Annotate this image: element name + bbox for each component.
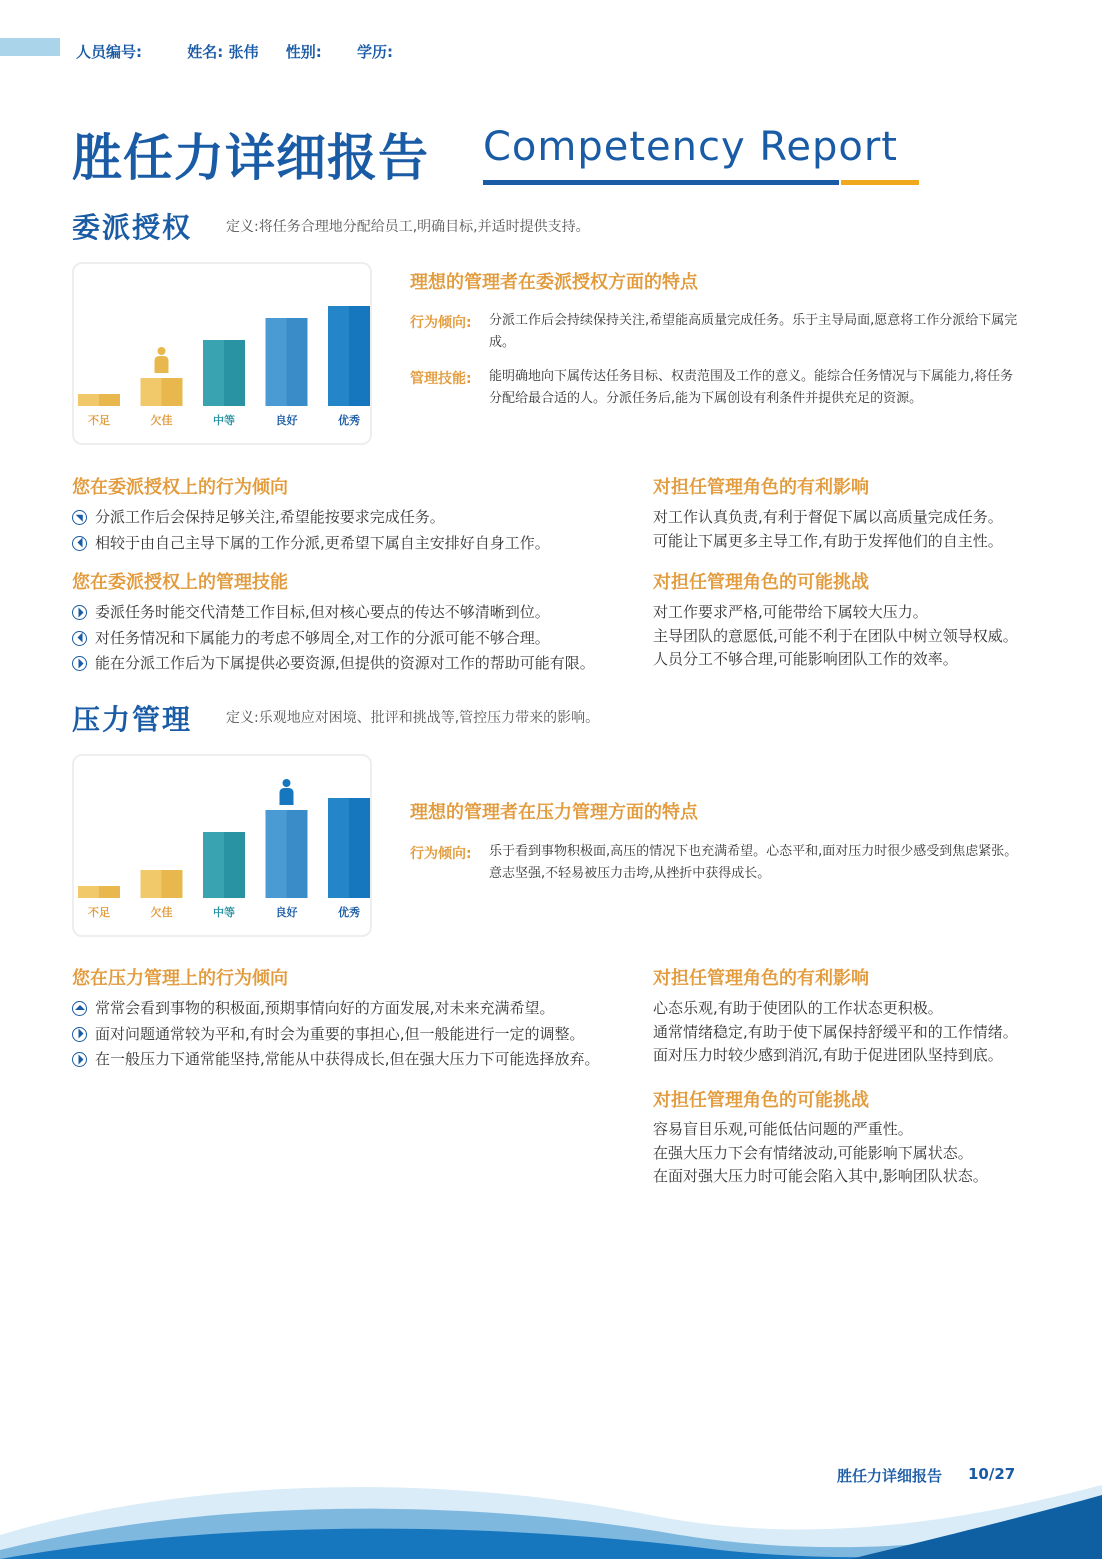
section-title-delegation: 委派授权 bbox=[72, 211, 193, 244]
section-definition-delegation: 定义:将任务合理地分配给员工,明确目标,并适时提供支持。 bbox=[226, 219, 590, 235]
left-arrow-icon bbox=[72, 536, 87, 551]
challenge-title: 对担任管理角色的可能挑战 bbox=[653, 1090, 869, 1111]
level-label: 不足 bbox=[88, 906, 110, 919]
chart-bar-4 bbox=[328, 798, 370, 898]
trait-behavior bbox=[410, 310, 1020, 354]
challenge-list bbox=[653, 1118, 1093, 1189]
level-label: 不足 bbox=[88, 414, 110, 427]
list-item: 在面对强大压力时可能会陷入其中,影响团队状态。 bbox=[653, 1167, 988, 1185]
chart-bar-3 bbox=[266, 318, 308, 406]
trait-label: 行为倾向: bbox=[410, 846, 472, 862]
list-item: 分派工作后会保持足够关注,希望能按要求完成任务。 bbox=[72, 505, 642, 531]
person-marker-icon bbox=[155, 347, 169, 373]
benefit-list bbox=[653, 997, 1093, 1068]
behavior-list bbox=[72, 505, 642, 556]
list-item: 对任务情况和下属能力的考虑不够周全,对工作的分派可能不够合理。 bbox=[72, 626, 642, 652]
list-item: 对工作认真负责,有利于督促下属以高质量完成任务。 bbox=[653, 508, 1003, 526]
level-label: 优秀 bbox=[338, 906, 360, 919]
level-label: 欠佳 bbox=[150, 906, 173, 919]
title-underline-blue bbox=[483, 180, 839, 185]
up-arrow-icon bbox=[72, 1001, 87, 1016]
chart-bar-1 bbox=[141, 378, 183, 406]
benefit-list bbox=[653, 506, 1093, 553]
section-title-stress: 压力管理 bbox=[72, 703, 193, 736]
right-arrow-icon bbox=[72, 1027, 87, 1042]
section-definition-stress: 定义:乐观地应对困境、批评和挑战等,管控压力带来的影响。 bbox=[226, 710, 600, 726]
level-label: 良好 bbox=[275, 906, 298, 919]
person-education-label: 学历: bbox=[356, 43, 393, 61]
ideal-traits-title: 理想的管理者在压力管理方面的特点 bbox=[410, 802, 698, 823]
trait-behavior bbox=[410, 841, 1020, 885]
level-label: 欠佳 bbox=[150, 414, 173, 427]
challenge-list bbox=[653, 601, 1093, 672]
list-item: 主导团队的意愿低,可能不利于在团队中树立领导权威。 bbox=[653, 626, 1018, 645]
page-number: 10/27 bbox=[968, 1465, 1016, 1483]
footer-wave-decoration bbox=[0, 1455, 1102, 1559]
list-item: 面对问题通常较为平和,有时会为重要的事担心,但一般能进行一定的调整。 bbox=[72, 1022, 642, 1048]
level-chart-stress bbox=[72, 754, 372, 937]
chart-bar-0 bbox=[78, 394, 120, 406]
up-right-arrow-icon bbox=[72, 510, 87, 525]
title-underline-yellow bbox=[841, 180, 919, 185]
right-arrow-icon bbox=[72, 656, 87, 671]
chart-bar-0 bbox=[78, 886, 120, 898]
header-accent-bar bbox=[0, 38, 60, 56]
list-item: 相较于由自己主导下属的工作分派,更希望下属自主安排好自身工作。 bbox=[72, 531, 642, 557]
page-title-english: Competency Report bbox=[483, 124, 898, 170]
left-arrow-icon bbox=[72, 631, 87, 646]
chart-bar-2 bbox=[203, 832, 245, 898]
trait-skill bbox=[410, 366, 1020, 410]
trait-label: 行为倾向: bbox=[410, 315, 472, 331]
list-item: 人员分工不够合理,可能影响团队工作的效率。 bbox=[653, 650, 958, 668]
right-arrow-icon bbox=[72, 1052, 87, 1067]
page-title: 胜任力详细报告 bbox=[72, 129, 429, 187]
list-item: 能在分派工作后为下属提供必要资源,但提供的资源对工作的帮助可能有限。 bbox=[72, 651, 642, 677]
level-label: 中等 bbox=[213, 906, 235, 919]
ideal-traits-title: 理想的管理者在委派授权方面的特点 bbox=[410, 272, 698, 293]
level-label: 中等 bbox=[213, 414, 235, 427]
skill-list bbox=[72, 600, 642, 677]
behavior-list bbox=[72, 996, 642, 1073]
list-item: 可能让下属更多主导工作,有助于发挥他们的自主性。 bbox=[653, 531, 1003, 550]
person-name-label: 姓名: 张伟 bbox=[187, 43, 259, 61]
behavior-title: 您在压力管理上的行为倾向 bbox=[72, 968, 288, 989]
trait-text: 分派工作后会持续保持关注,希望能高质量完成任务。乐于主导局面,愿意将工作分派给下属完成。 bbox=[489, 313, 1018, 350]
level-label: 良好 bbox=[275, 414, 298, 427]
level-chart-delegation bbox=[72, 262, 372, 445]
person-gender-label: 性别: bbox=[285, 43, 322, 61]
list-item: 面对压力时较少感到消沉,有助于促进团队坚持到底。 bbox=[653, 1046, 1003, 1064]
chart-bar-2 bbox=[203, 340, 245, 406]
benefit-title: 对担任管理角色的有利影响 bbox=[653, 477, 869, 498]
list-item: 对工作要求严格,可能带给下属较大压力。 bbox=[653, 603, 928, 621]
list-item: 通常情绪稳定,有助于使下属保持舒缓平和的工作情绪。 bbox=[653, 1022, 1018, 1041]
list-item: 在一般压力下通常能坚持,常能从中获得成长,但在强大压力下可能选择放弃。 bbox=[72, 1047, 642, 1073]
right-arrow-icon bbox=[72, 605, 87, 620]
list-item: 常常会看到事物的积极面,预期事情向好的方面发展,对未来充满希望。 bbox=[72, 996, 642, 1022]
footer-title: 胜任力详细报告 bbox=[837, 1467, 943, 1485]
challenge-title: 对担任管理角色的可能挑战 bbox=[653, 572, 869, 593]
chart-bar-1 bbox=[141, 870, 183, 898]
chart-bar-3 bbox=[266, 810, 308, 898]
chart-bar-4 bbox=[328, 306, 370, 406]
behavior-title: 您在委派授权上的行为倾向 bbox=[72, 477, 288, 498]
level-label: 优秀 bbox=[338, 414, 360, 427]
skill-title: 您在委派授权上的管理技能 bbox=[72, 572, 288, 593]
person-id-label: 人员编号: bbox=[76, 43, 142, 61]
trait-text: 乐于看到事物积极面,高压的情况下也充满希望。心态平和,面对压力时很少感受到焦虑紧张。意志坚强,不轻易被压力击垮,从挫折中获得成长。 bbox=[489, 844, 1018, 881]
trait-text: 能明确地向下属传达任务目标、权责范围及工作的意义。能综合任务情况与下属能力,将任务分配给最合适的人。分派任务后,能为下属创设有利条件并提供充足的资源。 bbox=[489, 369, 1014, 406]
person-marker-icon bbox=[280, 779, 294, 805]
person-info bbox=[76, 41, 433, 62]
trait-label: 管理技能: bbox=[410, 371, 472, 387]
list-item: 在强大压力下会有情绪波动,可能影响下属状态。 bbox=[653, 1143, 973, 1162]
list-item: 容易盲目乐观,可能低估问题的严重性。 bbox=[653, 1120, 913, 1138]
benefit-title: 对担任管理角色的有利影响 bbox=[653, 968, 869, 989]
list-item: 委派任务时能交代清楚工作目标,但对核心要点的传达不够清晰到位。 bbox=[72, 600, 642, 626]
list-item: 心态乐观,有助于使团队的工作状态更积极。 bbox=[653, 999, 943, 1017]
